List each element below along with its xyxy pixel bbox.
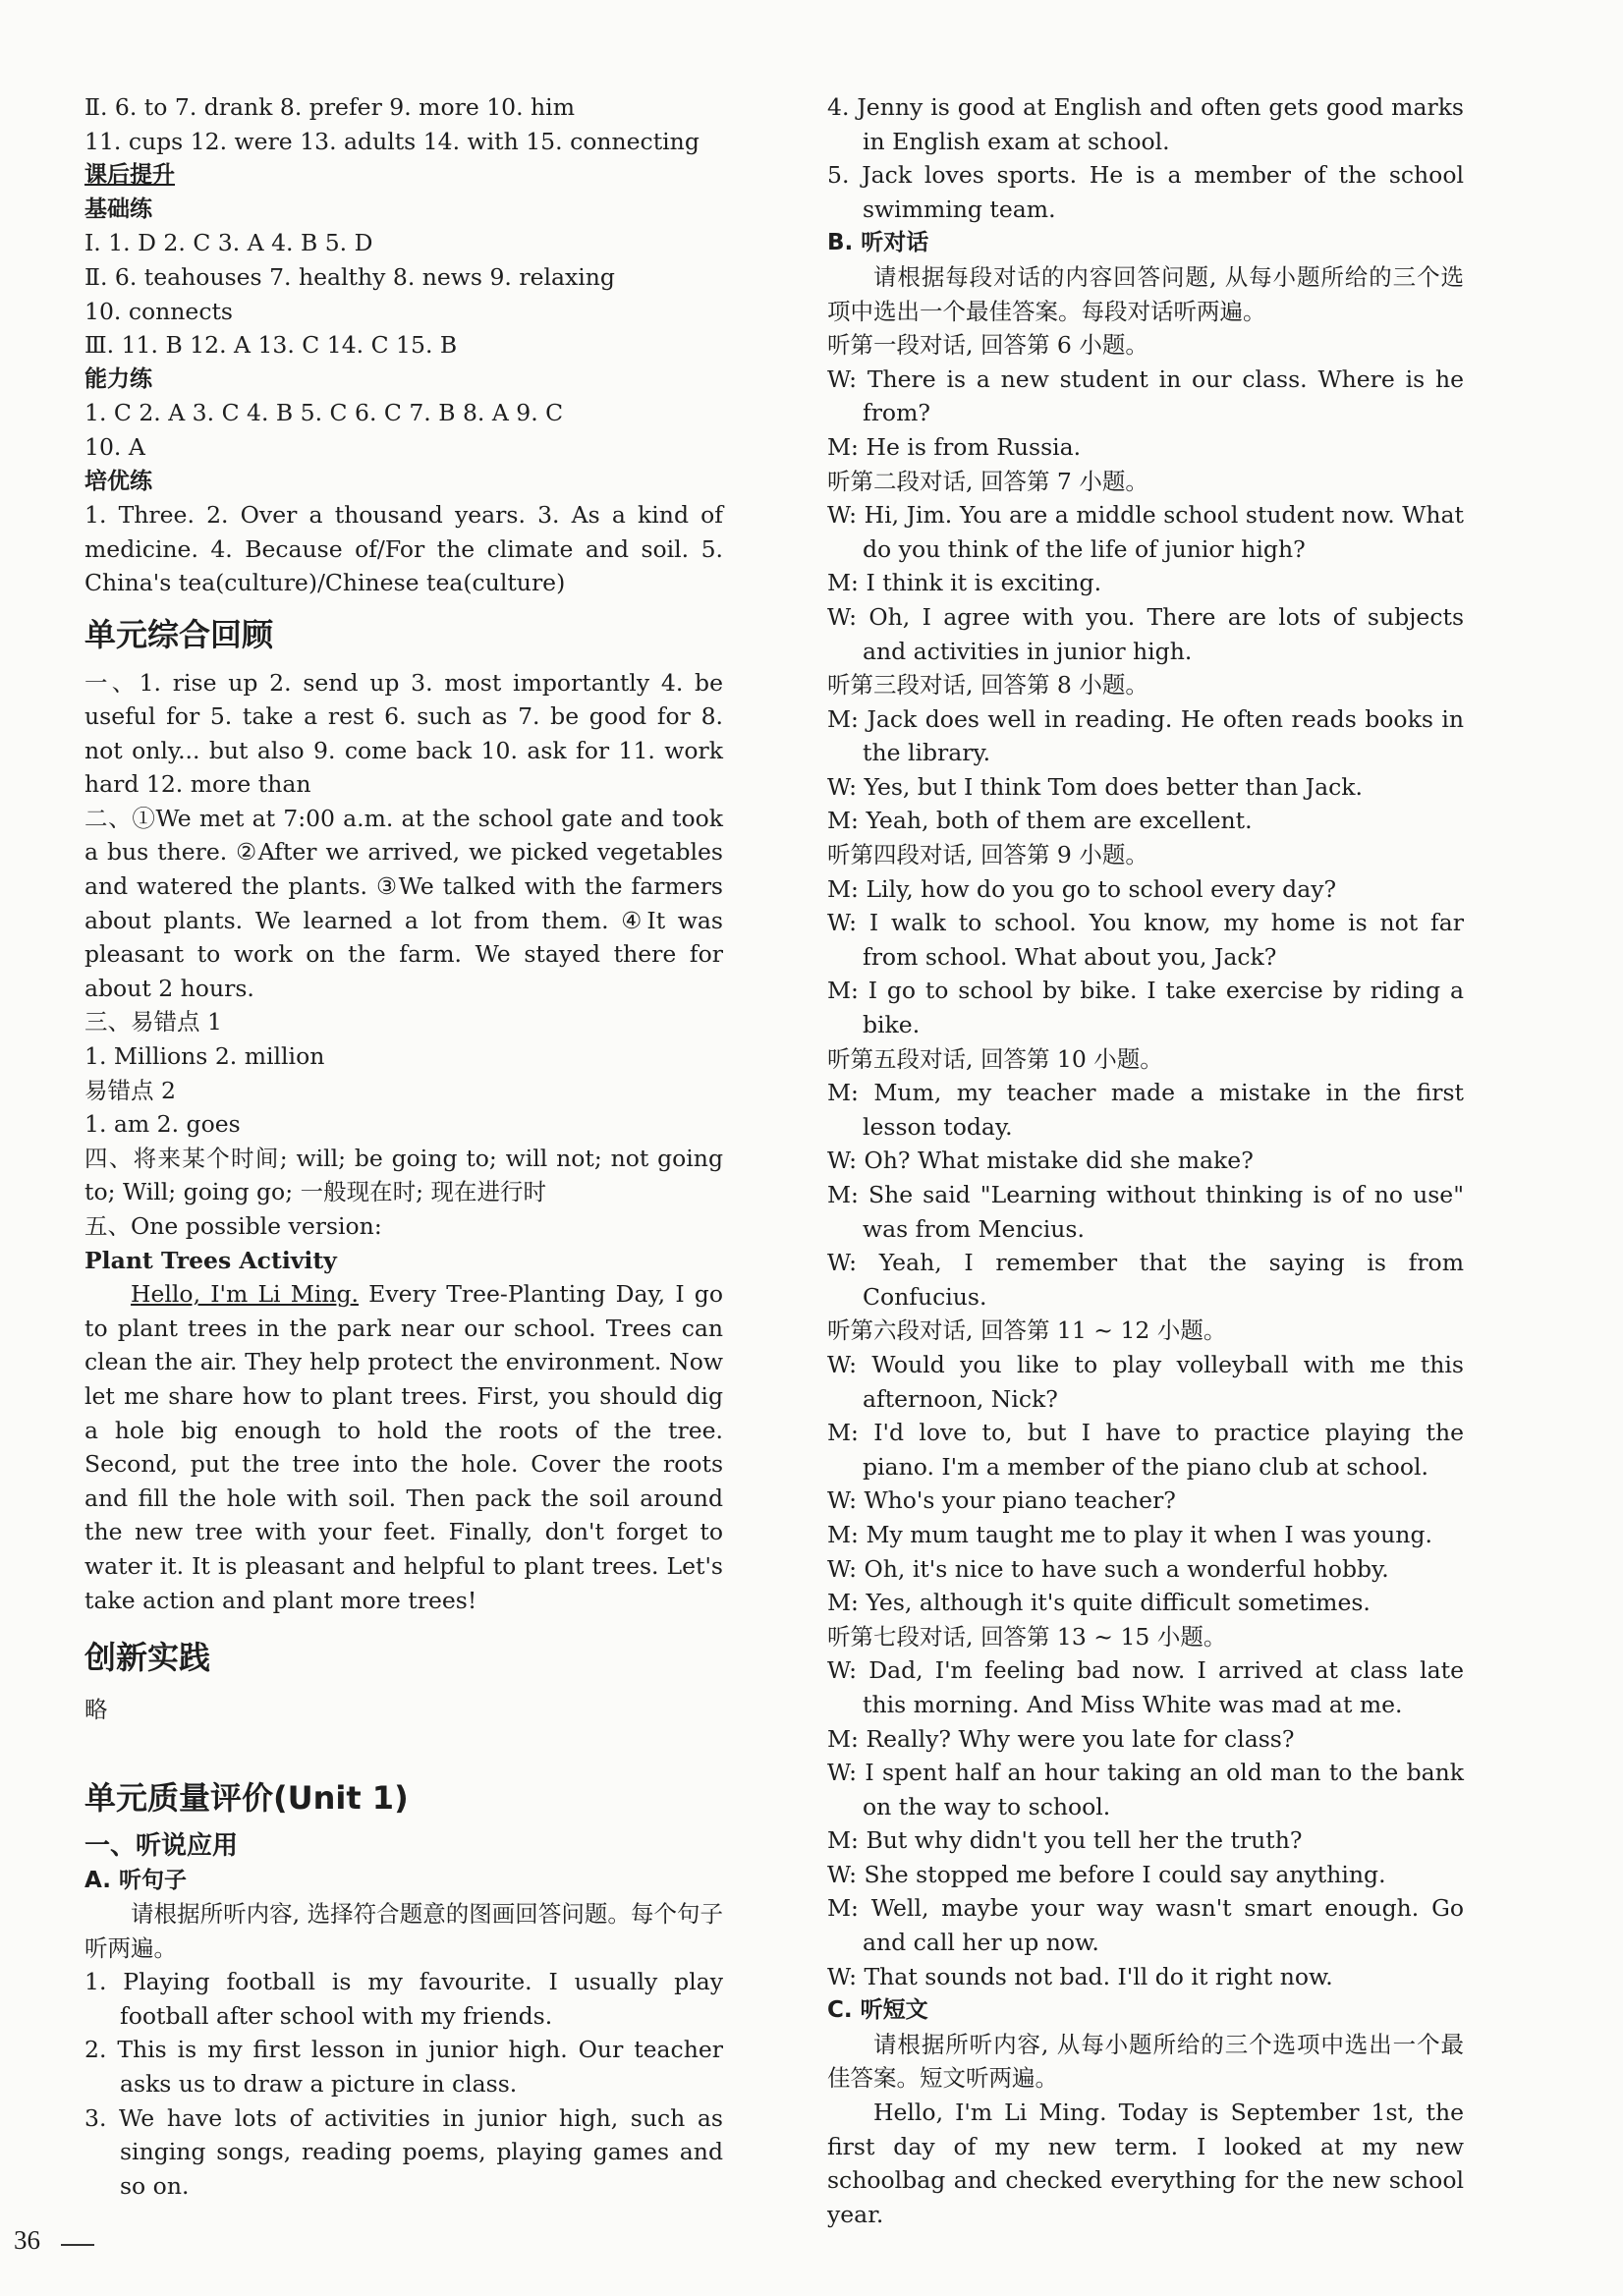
essay-title: Plant Trees Activity bbox=[84, 1246, 337, 1274]
dialogue-line: W: I walk to school. You know, my home is not far from school. What about you, Jack? bbox=[827, 909, 1464, 971]
dialogue-line: W: Yeah, I remember that the saying is from Confucius. bbox=[827, 1249, 1464, 1311]
subsection-label: C. 听短文 bbox=[827, 1997, 928, 2024]
dialogue-line: W: Would you like to play volleyball with me this afternoon, Nick? bbox=[827, 1350, 1464, 1413]
page-number-dash bbox=[61, 2244, 94, 2246]
dialogue-heading: 听第三段对话, 回答第 8 小题。 bbox=[827, 671, 1148, 700]
essay-body bbox=[84, 1277, 723, 1617]
subsection-label: 培优练 bbox=[84, 468, 152, 494]
part-heading: 一、听说应用 bbox=[84, 1830, 239, 1861]
answer-line: 易错点 2 bbox=[84, 1076, 176, 1104]
dialogue-line: W: She stopped me before I could say anything. bbox=[827, 1860, 1386, 1888]
dialogue-line: W: Dad, I'm feeling bad now. I arrived at class late this morning. And Miss White was mad at me. bbox=[827, 1656, 1464, 1718]
dialogue-line: W: Oh, it's nice to have such a wonderful hobby. bbox=[827, 1554, 1389, 1583]
answer-paragraph: 一、1. rise up 2. send up 3. most importantly 4. be useful for 5. take a rest 6. such as 7. be good for 8. not only... but also 9. come back 10. ask for 11. work hard 12. more than bbox=[84, 668, 723, 799]
answer-line: Ⅱ. 6. teahouses 7. healthy 8. news 9. relaxing bbox=[84, 262, 615, 291]
script-item: 3. We have lots of activities in junior high, such as singing songs, reading poems, playing games and so on. bbox=[84, 2103, 723, 2200]
answer-paragraph: 四、将来某个时间; will; be going to; will not; not going to; Will; going go; 一般现在时; 现在进行时 bbox=[84, 1144, 723, 1206]
answer-line: Ⅱ. 6. to 7. drank 8. prefer 9. more 10. him bbox=[84, 93, 575, 121]
section-label: 课后提升 bbox=[84, 162, 175, 189]
dialogue-line: M: But why didn't you tell her the truth? bbox=[827, 1826, 1303, 1855]
dialogue-line: M: She said "Learning without thinking is of no use" was from Mencius. bbox=[827, 1181, 1464, 1243]
dialogue-heading: 听第七段对话, 回答第 13 ~ 15 小题。 bbox=[827, 1622, 1227, 1651]
dialogue-line: M: I go to school by bike. I take exercise by riding a bike. bbox=[827, 977, 1464, 1039]
dialogue-line: W: Oh, I agree with you. There are lots of subjects and activities in junior high. bbox=[827, 602, 1464, 665]
answer-line: 1. C 2. A 3. C 4. B 5. C 6. C 7. B 8. A 9. C bbox=[84, 399, 564, 427]
answer-line: 1. Millions 2. million bbox=[84, 1042, 325, 1071]
answer-line: 10. connects bbox=[84, 297, 233, 325]
dialogue-line: W: I spent half an hour taking an old man to the bank on the way to school. bbox=[827, 1759, 1464, 1820]
dialogue-heading: 听第五段对话, 回答第 10 小题。 bbox=[827, 1044, 1163, 1073]
section-heading: 单元综合回顾 bbox=[84, 615, 274, 653]
dialogue-line: M: Yes, although it's quite difficult sometimes. bbox=[827, 1589, 1371, 1617]
passage-text: Hello, I'm Li Ming. Today is September 1st, the first day of my new term. I looked at my new schoolbag and checked everything for the new school year. bbox=[827, 2099, 1464, 2228]
answer-paragraph: 1. Three. 2. Over a thousand years. 3. As a kind of medicine. 4. Because of/For the climate and soil. 5. China's tea(culture)/Chinese tea(culture) bbox=[84, 501, 723, 597]
dialogue-line: W: Who's your piano teacher? bbox=[827, 1486, 1176, 1515]
essay-text: Every Tree-Planting Day, I go to plant trees in the park near our school. Trees can clean the air. They help protect the environment. Now let me share how to plant trees. First, you should dig a hole big enough to hold the roots of the tree. Second, put the tree into the hole. Cover the roots and fill the hole with soil. Then pack the soil around the new tree with your feet. Finally, don't forget to water it. It is pleasant and helpful to plant trees. Let's take action and plant more trees! bbox=[84, 1280, 723, 1614]
dialogue-line: W: There is a new student in our class. Where is he from? bbox=[827, 364, 1464, 427]
essay-opening: Hello, I'm Li Ming. bbox=[131, 1280, 359, 1309]
section-heading: 创新实践 bbox=[84, 1639, 211, 1677]
instruction-text: 请根据所听内容, 选择符合题意的图画回答问题。每个句子听两遍。 bbox=[84, 1900, 723, 1962]
dialogue-line: W: Yes, but I think Tom does better than Jack. bbox=[827, 772, 1363, 801]
instruction-text: 请根据每段对话的内容回答问题, 从每小题所给的三个选项中选出一个最佳答案。每段对话听两遍。 bbox=[827, 262, 1464, 325]
answer-line: Ⅰ. 1. D 2. C 3. A 4. B 5. D bbox=[84, 229, 373, 257]
script-item: 1. Playing football is my favourite. I usually play football after school with my friends. bbox=[84, 1968, 723, 2030]
answer-line: 10. A bbox=[84, 432, 145, 461]
dialogue-line: M: Really? Why were you late for class? bbox=[827, 1724, 1295, 1753]
dialogue-line: W: Hi, Jim. You are a middle school student now. What do you think of the life of junior high? bbox=[827, 501, 1464, 563]
script-item: 4. Jenny is good at English and often gets good marks in English exam at school. bbox=[827, 93, 1464, 155]
instruction-text: 请根据所听内容, 从每小题所给的三个选项中选出一个最佳答案。短文听两遍。 bbox=[827, 2030, 1464, 2093]
section-heading: 单元质量评价(Unit 1) bbox=[84, 1779, 409, 1818]
answer-line: 三、易错点 1 bbox=[84, 1008, 222, 1036]
subsection-label: 基础练 bbox=[84, 196, 152, 222]
dialogue-heading: 听第二段对话, 回答第 7 小题。 bbox=[827, 467, 1148, 495]
answer-line: 略 bbox=[84, 1695, 108, 1723]
dialogue-line: M: I think it is exciting. bbox=[827, 569, 1102, 597]
script-item: 2. This is my first lesson in junior high. Our teacher asks us to draw a picture in class. bbox=[84, 2036, 723, 2099]
subsection-label: A. 听句子 bbox=[84, 1867, 187, 1893]
dialogue-line: M: Lily, how do you go to school every day? bbox=[827, 874, 1337, 903]
answer-line: 1. am 2. goes bbox=[84, 1110, 241, 1139]
right-column bbox=[827, 90, 1464, 2231]
dialogue-line: W: That sounds not bad. I'll do it right now. bbox=[827, 1962, 1333, 1990]
left-column bbox=[84, 90, 723, 2203]
dialogue-line: M: Yeah, both of them are excellent. bbox=[827, 807, 1253, 835]
subsection-label: B. 听对话 bbox=[827, 230, 929, 256]
answer-line: 11. cups 12. were 13. adults 14. with 15. connecting bbox=[84, 127, 700, 155]
script-item: 5. Jack loves sports. He is a member of the school swimming team. bbox=[827, 161, 1464, 223]
answer-paragraph: 二、①We met at 7:00 a.m. at the school gate and took a bus there. ②After we arrived, we picked vegetables and watered the plants. ③We talked with the farmers about plants. We learned a lot from them. ④It was pleasant to work on the farm. We stayed there for about 2 hours. bbox=[84, 804, 723, 1002]
dialogue-heading: 听第六段对话, 回答第 11 ~ 12 小题。 bbox=[827, 1316, 1227, 1345]
dialogue-heading: 听第四段对话, 回答第 9 小题。 bbox=[827, 841, 1148, 869]
dialogue-line: M: Well, maybe your way wasn't smart enough. Go and call her up now. bbox=[827, 1894, 1464, 1957]
answer-line: 五、One possible version: bbox=[84, 1212, 382, 1240]
dialogue-line: M: My mum taught me to play it when I was young. bbox=[827, 1520, 1432, 1548]
dialogue-line: M: I'd love to, but I have to practice playing the piano. I'm a member of the piano club at school. bbox=[827, 1419, 1464, 1481]
dialogue-line: M: Mum, my teacher made a mistake in the first lesson today. bbox=[827, 1079, 1464, 1141]
dialogue-line: W: Oh? What mistake did she make? bbox=[827, 1147, 1254, 1175]
page-number: 36 bbox=[14, 2225, 40, 2255]
subsection-label: 能力练 bbox=[84, 365, 152, 392]
answer-line: Ⅲ. 11. B 12. A 13. C 14. C 15. B bbox=[84, 331, 458, 360]
dialogue-heading: 听第一段对话, 回答第 6 小题。 bbox=[827, 331, 1148, 360]
dialogue-line: M: He is from Russia. bbox=[827, 432, 1082, 461]
dialogue-line: M: Jack does well in reading. He often reads books in the library. bbox=[827, 704, 1464, 767]
